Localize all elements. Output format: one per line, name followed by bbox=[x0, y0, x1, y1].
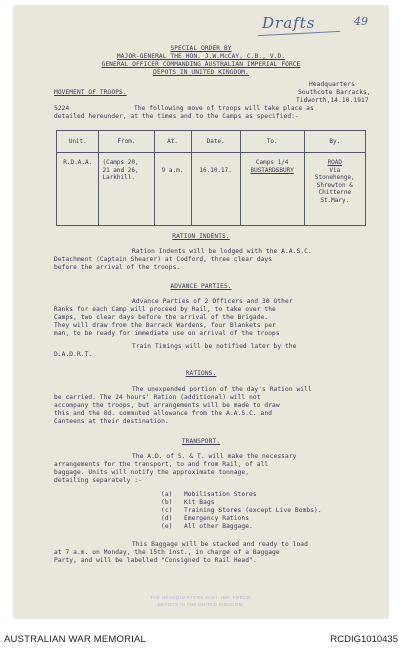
movement-order-number: 5224 bbox=[54, 105, 70, 112]
to-line: Camps 1/4 bbox=[255, 159, 289, 166]
list-item-letter: (a) bbox=[161, 491, 173, 498]
advance-parties-line: Advance Parties of 2 Officers and 30 Other bbox=[132, 298, 293, 305]
column-header: At. bbox=[154, 131, 191, 153]
list-item: Mobilisation Stores bbox=[184, 491, 257, 498]
hq-date: Tidworth,14.10.1917 bbox=[296, 97, 369, 104]
rations-line: this and the 8d. commuted allowance from the A.A.S.C. and bbox=[54, 410, 273, 417]
hq-place: Southcote Barracks, bbox=[298, 89, 371, 96]
to-line: BUSTARDSBURY bbox=[250, 166, 294, 174]
footer-archive-name: AUSTRALIAN WAR MEMORIAL bbox=[4, 634, 147, 645]
ration-indents-line: Ration Indents will be lodged with the A.A.S.C. bbox=[132, 248, 312, 255]
list-item-letter: (d) bbox=[161, 515, 173, 522]
order-issuer: MAJOR-GENERAL THE HON. J.W.McCAY, C.B., V.D. bbox=[116, 53, 286, 60]
advance-parties-line: man, to be ready for immediate use on arrival of the troops bbox=[54, 330, 280, 337]
from-line: 21 and 26, bbox=[102, 166, 139, 174]
order-issuer-role: GENERAL OFFICER COMMANDING AUSTRALIAN IMPERIAL FORCE bbox=[101, 61, 301, 68]
handwritten-drafts-note: Drafts bbox=[262, 14, 316, 32]
list-item: Training Stores (except Live Bombs). bbox=[184, 507, 322, 514]
cell-unit bbox=[57, 153, 99, 226]
section-heading-transport: TRANSPORT. bbox=[181, 438, 221, 445]
section-heading-movement: MOVEMENT OF TROOPS. bbox=[54, 89, 127, 96]
list-item-letter: (c) bbox=[161, 507, 173, 514]
from-line: Larkhill. bbox=[102, 174, 135, 181]
advance-parties-line: Camps, two clear days before the arrival of the Brigade. bbox=[54, 314, 269, 321]
section-heading-rations: RATIONS. bbox=[185, 370, 217, 377]
list-item: Kit Bags bbox=[184, 499, 215, 506]
table-row bbox=[57, 153, 366, 226]
unit-value: R.D.A.A. bbox=[63, 159, 93, 166]
list-item-letter: (e) bbox=[161, 523, 173, 530]
cell-date bbox=[191, 153, 240, 226]
column-header: Date. bbox=[191, 131, 240, 153]
date-value: 16.10.17. bbox=[199, 167, 232, 174]
headquarters-stamp bbox=[14, 594, 388, 608]
section-heading-ration-indents: RATION INDENTS. bbox=[172, 233, 230, 240]
rations-line: Canteens at their destination. bbox=[54, 418, 169, 425]
train-timings-line: D.A.D.R.T. bbox=[54, 351, 93, 358]
movement-intro-line: The following move of troops will take place as bbox=[134, 105, 314, 112]
advance-parties-line: Ranks for each Camp will proceed by Rail, to take over the bbox=[54, 306, 276, 313]
cell-at bbox=[154, 153, 191, 226]
list-item: Emergency Rations bbox=[184, 515, 250, 522]
baggage-line: Party, and will be labelled "Consigned to Rail Head". bbox=[54, 557, 257, 564]
by-line: ROAD bbox=[327, 159, 343, 166]
transport-line: baggage. Units will notify the approximate tonnage, bbox=[54, 469, 250, 476]
order-title: SPECIAL ORDER BY bbox=[170, 45, 232, 52]
ration-indents-line: before the arrival of the troops. bbox=[54, 264, 181, 271]
stamp-line: THE HEADQUARTERS AUST. IMP. FORCE, bbox=[150, 595, 252, 600]
handwritten-page-number: 49 bbox=[354, 15, 368, 28]
cell-by bbox=[304, 153, 365, 226]
movement-table bbox=[56, 130, 366, 226]
cell-from bbox=[99, 153, 154, 226]
table-header-row bbox=[57, 131, 366, 153]
column-header: From. bbox=[99, 131, 154, 153]
transport-line: detailing separately :- bbox=[54, 477, 142, 484]
rations-line: The unexpended portion of the day's Ration will bbox=[132, 386, 312, 393]
stamp-line: DEPOTS IN THE UNITED KINGDOM. bbox=[157, 602, 245, 607]
by-line: Via bbox=[329, 166, 341, 174]
transport-line: The A.D. of S. & T. will make the necessary bbox=[132, 453, 297, 460]
ration-indents-line: Detachment (Captain Shearer) at Codford, three clear days bbox=[54, 256, 273, 263]
train-timings-line: Train Timings will be notified later by the bbox=[132, 343, 297, 350]
by-line: St.Mary. bbox=[320, 196, 350, 204]
rations-line: accompany the troops, but arrangements will be made to draw bbox=[54, 402, 280, 409]
by-line: Shrewton & bbox=[316, 181, 353, 189]
hq-label: Headquarters bbox=[309, 81, 355, 88]
transport-line: arrangements for the transport, to and from Rail, of all bbox=[54, 461, 269, 468]
order-issuer-command: DEPOTS IN UNITED KINGDOM. bbox=[153, 69, 249, 76]
baggage-line: This Baggage will be stacked and ready to load bbox=[132, 541, 308, 548]
advance-parties-line: They will draw from the Barrack Wardens, four Blankets per bbox=[54, 322, 276, 329]
column-header: To. bbox=[240, 131, 304, 153]
at-value: 9 a.m. bbox=[161, 167, 184, 174]
from-line: (Camps 20, bbox=[102, 159, 139, 166]
list-item-letter: (b) bbox=[161, 499, 173, 506]
by-line: Chitterne bbox=[318, 189, 352, 196]
document-page bbox=[14, 6, 388, 618]
rations-line: be carried. The 24 hours' Ration (additional) will not bbox=[54, 394, 261, 401]
by-line: Stonehenge, bbox=[314, 174, 355, 181]
list-item: All other Baggage. bbox=[184, 523, 253, 530]
footer-record-id: RCDIG1010435 bbox=[330, 634, 398, 645]
movement-intro-line: detailed hereunder, at the times and to the Camps as specified:- bbox=[54, 113, 299, 120]
column-header: By. bbox=[304, 131, 365, 153]
column-header: Unit. bbox=[57, 131, 99, 153]
cell-to bbox=[240, 153, 304, 226]
section-heading-advance-parties: ADVANCE PARTIES. bbox=[170, 283, 232, 290]
baggage-line: at 7 a.m. on Monday, the 15th inst., in charge of a Baggage bbox=[54, 549, 280, 556]
